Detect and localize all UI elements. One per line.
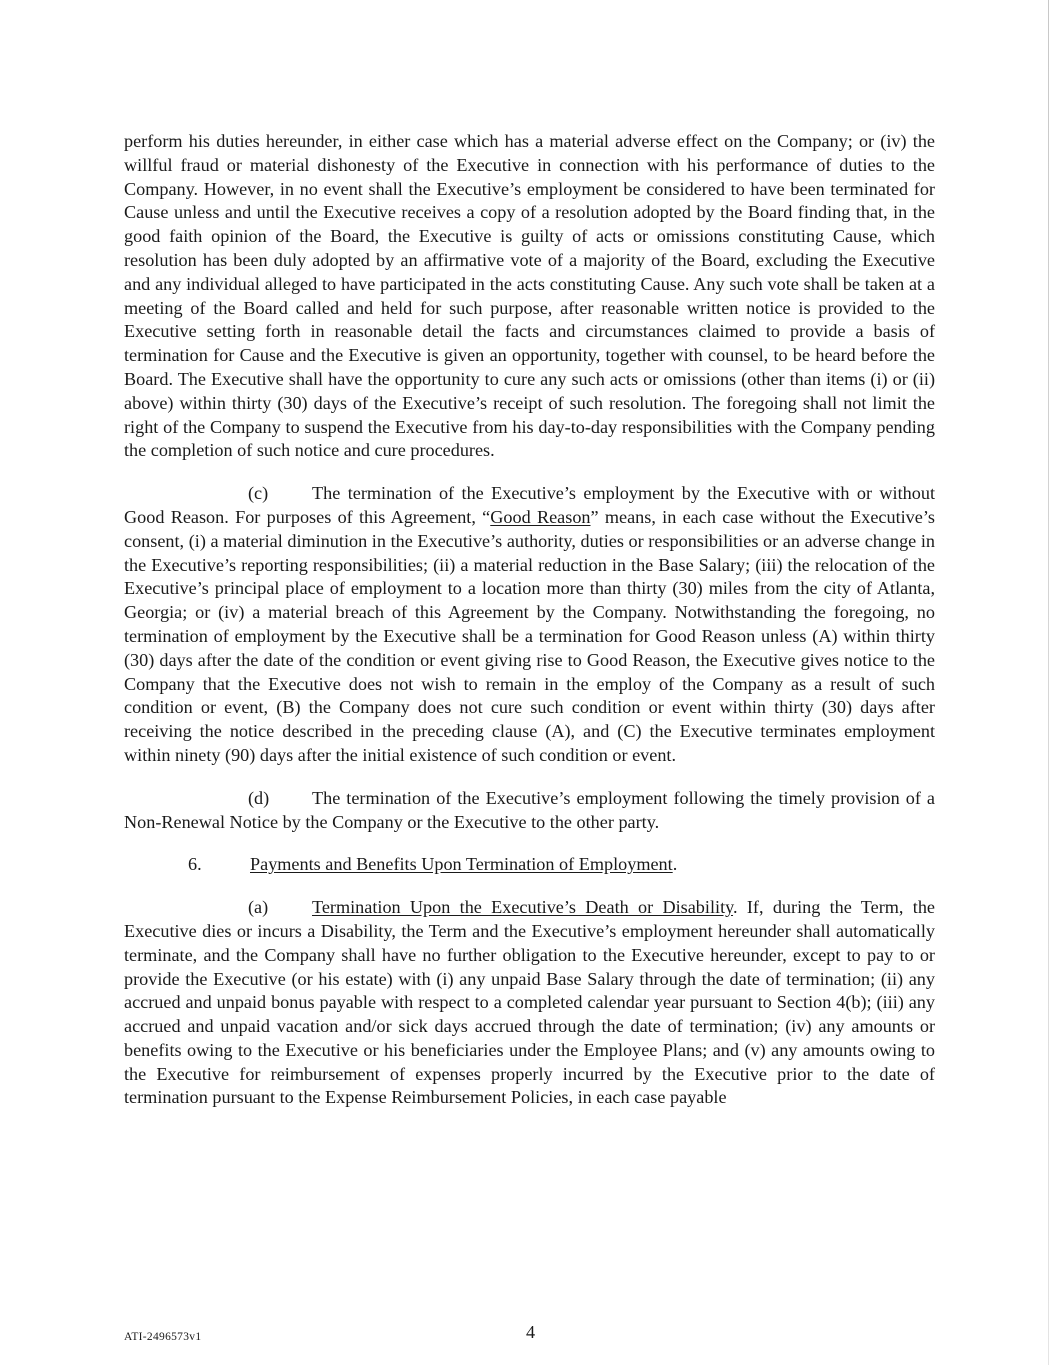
- section-6-title: Payments and Benefits Upon Termination of Employment: [250, 854, 673, 875]
- paragraph-c-text-end: ” means, in each case without the Executive’s consent, (i) a material diminution in the Executive’s authority, duties or responsibilities or an adverse change in the Executive’s reporting responsibilities; (ii) a material reduction in the Base Salary; (iii) the relocation of the Executive’s principal place of employment to a location more than thirty (30) miles from the city of Atlanta, Georgia; or (iv) a material breach of this Agreement by the Company. Notwithstanding the foregoing, no termination of employment by the Executive shall be a termination for Good Reason unless (A) within thirty (30) days after the date of the condition or event giving rise to Good Reason, the Executive gives notice to the Company that the Executive does not wish to remain in the employ of the Company as a result of such condition or event, (B) the Company does not cure such condition or event within thirty (30) days after receiving the notice described in the preceding clause (A), and (C) the Executive terminates employment within ninety (90) days after the initial existence of such condition or event.: [124, 506, 935, 765]
- document-body: [124, 130, 935, 1110]
- paragraph-c-text-start: The termination of the Executive’s employment by the Executive with or without Good Reason. For purposes of this Agreement, “: [124, 483, 935, 527]
- paragraph-c-label: (c): [248, 483, 269, 504]
- paragraph-gap: [124, 768, 935, 787]
- good-reason-term: Good Reason: [490, 506, 591, 527]
- paragraph-6a-text: . If, during the Term, the Executive dies or incurs a Disability, the Term and the Executive’s employment hereunder shall automatically terminate, and the Company shall have no further obligation to the Executive hereunder, except to pay to or provide the Executive (or his estate) with (i) any unpaid Base Salary through the date of termination; (ii) any accrued and unpaid bonus payable with respect to a completed calendar year pursuant to Section 4(b); (iii) any accrued and unpaid vacation and/or sick days accrued through the date of termination; (iv) any amounts or benefits owing to the Executive or his beneficiaries under the Employee Plans; and (v) any amounts owing to the Executive for reimbursement of expenses properly incurred by the Executive prior to the date of termination pursuant to the Expense Reimbursement Policies, in each case payable: [124, 897, 935, 1108]
- section-6-title-suffix: .: [672, 854, 678, 875]
- paragraph-6a-heading: Termination Upon the Executive’s Death or Disability: [312, 897, 734, 918]
- footer-document-id: ATI-2496573v1: [124, 1331, 202, 1343]
- scan-edge-line: [1048, 0, 1049, 1365]
- page-number: 4: [526, 1322, 536, 1342]
- paragraph-b-continuation: perform his duties hereunder, in either case which has a material adverse effect on the Company; or (iv) the willful fraud or material dishonesty of the Executive in connection with his performance of duties to the Company. However, in no event shall the Executive’s employment be considered to have been terminated for Cause unless and until the Executive receives a copy of a resolution adopted by the Board finding that, in the good faith opinion of the Board, the Executive is guilty of acts or omissions constituting Cause, which resolution has been duly adopted by an affirmative vote of a majority of the Board, excluding the Executive and any individual alleged to have participated in the acts constituting Cause. Any such vote shall be taken at a meeting of the Board called and held for such purpose, after reasonable written notice is provided to the Executive setting forth in reasonable detail the facts and circumstances claimed to provide a basis of termination for Cause and the Executive is given an opportunity, together with counsel, to be heard before the Board. The Executive shall have the opportunity to cure any such acts or omissions (other than items (i) or (ii) above) within thirty (30) days of the Executive’s receipt of such resolution. The foregoing shall not limit the right of the Company to suspend the Executive from his day-to-day responsibilities with the Company pending the completion of such notice and cure procedures.: [124, 131, 935, 461]
- paragraph-d-text: The termination of the Executive’s employment following the timely provision of a Non-Renewal Notice by the Company or the Executive to the other party.: [124, 787, 935, 832]
- paragraph-c: [124, 482, 935, 768]
- section-6-heading: [124, 853, 935, 877]
- section-6-number: 6.: [188, 854, 202, 875]
- paragraph-gap: [124, 834, 935, 853]
- paragraph-d-label: (d): [248, 787, 270, 808]
- paragraph-d: [124, 787, 935, 835]
- paragraph-6a: [124, 896, 935, 1110]
- paragraph-gap: [124, 463, 935, 482]
- paragraph-6a-label: (a): [248, 897, 269, 918]
- paragraph-gap: [124, 877, 935, 896]
